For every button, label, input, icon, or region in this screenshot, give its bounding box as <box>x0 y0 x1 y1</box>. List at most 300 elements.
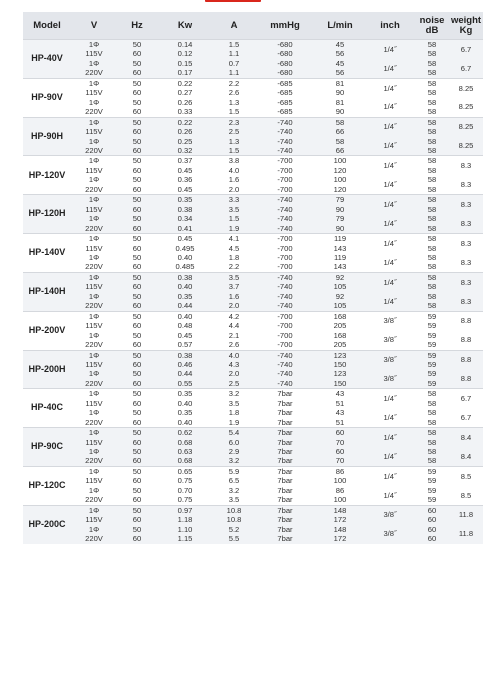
flow-cell: 123 <box>315 350 365 360</box>
vacuum-cell: -700 <box>255 166 315 175</box>
weight-cell: 8.3 <box>449 292 483 311</box>
col-header-power: Kw <box>157 12 213 40</box>
flow-cell: 90 <box>315 88 365 97</box>
vacuum-cell: -700 <box>255 244 315 253</box>
power-cell: 0.40 <box>157 311 213 321</box>
flow-cell: 205 <box>315 340 365 350</box>
noise-cell: 58 <box>415 137 449 146</box>
table-row <box>23 525 483 534</box>
voltage-cell: 220V <box>71 379 117 389</box>
current-cell: 2.6 <box>213 340 255 350</box>
inch-cell: 1/4˝ <box>365 98 415 117</box>
voltage-cell: 1Φ <box>71 369 117 378</box>
table-row <box>23 350 483 360</box>
vacuum-cell: -740 <box>255 301 315 311</box>
vacuum-cell: -740 <box>255 214 315 223</box>
power-cell: 0.57 <box>157 340 213 350</box>
vacuum-cell: 7bar <box>255 447 315 456</box>
frequency-cell: 50 <box>117 486 157 495</box>
voltage-cell: 115V <box>71 360 117 369</box>
frequency-cell: 60 <box>117 476 157 485</box>
col-header-voltage: V <box>71 12 117 40</box>
red-caption-fragment <box>205 0 265 4</box>
current-cell: 4.0 <box>213 166 255 175</box>
current-cell: 2.0 <box>213 185 255 195</box>
current-cell: 4.2 <box>213 311 255 321</box>
vacuum-cell: -740 <box>255 292 315 301</box>
flow-cell: 79 <box>315 214 365 223</box>
current-cell: 2.2 <box>213 262 255 272</box>
power-cell: 0.75 <box>157 495 213 505</box>
voltage-cell: 115V <box>71 321 117 330</box>
frequency-cell: 50 <box>117 156 157 166</box>
noise-cell: 58 <box>415 253 449 262</box>
frequency-cell: 60 <box>117 205 157 214</box>
noise-cell: 58 <box>415 456 449 466</box>
current-cell: 10.8 <box>213 505 255 515</box>
power-cell: 0.35 <box>157 292 213 301</box>
current-cell: 1.3 <box>213 137 255 146</box>
model-cell: HP-120V <box>23 156 71 195</box>
flow-cell: 56 <box>315 68 365 78</box>
current-cell: 5.9 <box>213 466 255 476</box>
col-header-current: A <box>213 12 255 40</box>
weight-cell: 11.8 <box>449 505 483 524</box>
current-cell: 2.0 <box>213 369 255 378</box>
weight-cell: 8.25 <box>449 117 483 136</box>
frequency-cell: 60 <box>117 340 157 350</box>
weight-cell: 8.3 <box>449 175 483 194</box>
inch-cell: 1/4˝ <box>365 78 415 97</box>
frequency-cell: 50 <box>117 525 157 534</box>
frequency-cell: 50 <box>117 369 157 378</box>
frequency-cell: 60 <box>117 224 157 234</box>
flow-cell: 100 <box>315 476 365 485</box>
frequency-cell: 50 <box>117 331 157 340</box>
noise-cell: 59 <box>415 369 449 378</box>
noise-cell: 58 <box>415 40 449 50</box>
model-cell: HP-140H <box>23 272 71 311</box>
voltage-cell: 1Φ <box>71 389 117 399</box>
power-cell: 0.25 <box>157 137 213 146</box>
table-row <box>23 78 483 88</box>
inch-cell: 1/4˝ <box>365 117 415 136</box>
power-cell: 0.40 <box>157 418 213 428</box>
inch-cell: 1/4˝ <box>365 466 415 485</box>
flow-cell: 148 <box>315 505 365 515</box>
noise-cell: 58 <box>415 78 449 88</box>
frequency-cell: 60 <box>117 534 157 543</box>
weight-cell: 8.25 <box>449 78 483 97</box>
vacuum-cell: 7bar <box>255 428 315 438</box>
frequency-cell: 60 <box>117 88 157 97</box>
voltage-cell: 220V <box>71 146 117 156</box>
current-cell: 1.9 <box>213 418 255 428</box>
frequency-cell: 60 <box>117 262 157 272</box>
table-row <box>23 214 483 223</box>
noise-cell: 58 <box>415 195 449 205</box>
voltage-cell: 220V <box>71 495 117 505</box>
noise-cell: 59 <box>415 495 449 505</box>
power-cell: 0.65 <box>157 466 213 476</box>
vacuum-cell: -740 <box>255 224 315 234</box>
frequency-cell: 60 <box>117 244 157 253</box>
frequency-cell: 60 <box>117 107 157 117</box>
voltage-cell: 115V <box>71 88 117 97</box>
flow-cell: 45 <box>315 40 365 50</box>
table-row <box>23 40 483 50</box>
power-cell: 0.75 <box>157 476 213 485</box>
vacuum-cell: -680 <box>255 59 315 68</box>
power-cell: 0.26 <box>157 98 213 107</box>
weight-cell: 11.8 <box>449 525 483 544</box>
power-cell: 0.44 <box>157 301 213 311</box>
flow-cell: 58 <box>315 117 365 127</box>
frequency-cell: 60 <box>117 166 157 175</box>
vacuum-cell: -685 <box>255 88 315 97</box>
noise-cell: 58 <box>415 205 449 214</box>
current-cell: 2.5 <box>213 379 255 389</box>
noise-cell: 58 <box>415 292 449 301</box>
vacuum-cell: -700 <box>255 331 315 340</box>
frequency-cell: 50 <box>117 234 157 244</box>
power-cell: 0.70 <box>157 486 213 495</box>
frequency-cell: 50 <box>117 137 157 146</box>
table-row <box>23 59 483 68</box>
current-cell: 3.2 <box>213 389 255 399</box>
power-cell: 1.15 <box>157 534 213 543</box>
noise-cell: 59 <box>415 486 449 495</box>
inch-cell: 1/4˝ <box>365 234 415 253</box>
noise-cell: 58 <box>415 262 449 272</box>
voltage-cell: 220V <box>71 224 117 234</box>
table-row <box>23 389 483 399</box>
current-cell: 4.4 <box>213 321 255 330</box>
voltage-cell: 115V <box>71 49 117 58</box>
frequency-cell: 60 <box>117 379 157 389</box>
flow-cell: 43 <box>315 408 365 417</box>
voltage-cell: 1Φ <box>71 253 117 262</box>
current-cell: 2.2 <box>213 78 255 88</box>
table-row <box>23 272 483 282</box>
current-cell: 1.5 <box>213 107 255 117</box>
voltage-cell: 220V <box>71 340 117 350</box>
table-row <box>23 311 483 321</box>
col-header-flow: L/min <box>315 12 365 40</box>
inch-cell: 1/4˝ <box>365 428 415 447</box>
weight-cell: 8.8 <box>449 311 483 330</box>
noise-cell: 58 <box>415 117 449 127</box>
vacuum-cell: -740 <box>255 379 315 389</box>
table-row <box>23 505 483 515</box>
current-cell: 3.3 <box>213 195 255 205</box>
table-row <box>23 428 483 438</box>
vacuum-cell: 7bar <box>255 486 315 495</box>
noise-cell: 59 <box>415 311 449 321</box>
noise-cell: 60 <box>415 515 449 524</box>
weight-cell: 8.3 <box>449 234 483 253</box>
vacuum-cell: -700 <box>255 253 315 262</box>
weight-cell: 6.7 <box>449 389 483 408</box>
model-cell: HP-200H <box>23 350 71 389</box>
inch-cell: 3/8˝ <box>365 525 415 544</box>
current-cell: 0.7 <box>213 59 255 68</box>
power-cell: 0.17 <box>157 68 213 78</box>
flow-cell: 148 <box>315 525 365 534</box>
vacuum-cell: -700 <box>255 234 315 244</box>
voltage-cell: 1Φ <box>71 59 117 68</box>
power-cell: 0.45 <box>157 331 213 340</box>
frequency-cell: 50 <box>117 175 157 184</box>
table-row <box>23 253 483 262</box>
noise-cell: 58 <box>415 98 449 107</box>
power-cell: 0.45 <box>157 234 213 244</box>
current-cell: 3.8 <box>213 156 255 166</box>
inch-cell: 1/4˝ <box>365 408 415 427</box>
flow-cell: 86 <box>315 486 365 495</box>
noise-cell: 58 <box>415 399 449 408</box>
inch-cell: 3/8˝ <box>365 311 415 330</box>
noise-cell: 59 <box>415 379 449 389</box>
power-cell: 0.44 <box>157 369 213 378</box>
flow-cell: 51 <box>315 399 365 408</box>
frequency-cell: 50 <box>117 292 157 301</box>
voltage-cell: 1Φ <box>71 350 117 360</box>
flow-cell: 58 <box>315 137 365 146</box>
power-cell: 0.48 <box>157 321 213 330</box>
flow-cell: 150 <box>315 379 365 389</box>
voltage-cell: 1Φ <box>71 447 117 456</box>
vacuum-cell: -700 <box>255 311 315 321</box>
vacuum-cell: -700 <box>255 321 315 330</box>
flow-cell: 120 <box>315 166 365 175</box>
power-cell: 0.38 <box>157 205 213 214</box>
weight-cell: 8.25 <box>449 137 483 156</box>
current-cell: 2.3 <box>213 117 255 127</box>
current-cell: 3.5 <box>213 495 255 505</box>
model-cell: HP-200V <box>23 311 71 350</box>
frequency-cell: 60 <box>117 301 157 311</box>
flow-cell: 205 <box>315 321 365 330</box>
current-cell: 1.6 <box>213 175 255 184</box>
power-cell: 0.35 <box>157 408 213 417</box>
frequency-cell: 60 <box>117 515 157 524</box>
flow-cell: 86 <box>315 466 365 476</box>
voltage-cell: 220V <box>71 262 117 272</box>
noise-cell: 58 <box>415 438 449 447</box>
noise-cell: 59 <box>415 340 449 350</box>
inch-cell: 1/4˝ <box>365 253 415 272</box>
current-cell: 1.1 <box>213 49 255 58</box>
inch-cell: 1/4˝ <box>365 486 415 505</box>
flow-cell: 105 <box>315 301 365 311</box>
vacuum-cell: 7bar <box>255 505 315 515</box>
frequency-cell: 50 <box>117 408 157 417</box>
voltage-cell: 1Φ <box>71 505 117 515</box>
vacuum-cell: -740 <box>255 272 315 282</box>
flow-cell: 81 <box>315 98 365 107</box>
voltage-cell: 115V <box>71 127 117 136</box>
model-cell: HP-120H <box>23 195 71 234</box>
voltage-cell: 115V <box>71 438 117 447</box>
current-cell: 3.5 <box>213 399 255 408</box>
vacuum-cell: 7bar <box>255 399 315 408</box>
voltage-cell: 1Φ <box>71 486 117 495</box>
vacuum-cell: -700 <box>255 340 315 350</box>
frequency-cell: 60 <box>117 49 157 58</box>
model-cell: HP-200C <box>23 505 71 543</box>
noise-cell: 59 <box>415 350 449 360</box>
voltage-cell: 1Φ <box>71 234 117 244</box>
voltage-cell: 220V <box>71 418 117 428</box>
noise-cell: 60 <box>415 534 449 543</box>
vacuum-cell: 7bar <box>255 456 315 466</box>
current-cell: 3.7 <box>213 282 255 291</box>
power-cell: 0.63 <box>157 447 213 456</box>
current-cell: 3.5 <box>213 205 255 214</box>
power-cell: 0.40 <box>157 282 213 291</box>
top-strip <box>0 0 488 12</box>
vacuum-cell: 7bar <box>255 389 315 399</box>
frequency-cell: 50 <box>117 195 157 205</box>
noise-cell: 58 <box>415 59 449 68</box>
flow-cell: 90 <box>315 205 365 214</box>
frequency-cell: 60 <box>117 146 157 156</box>
vacuum-cell: -740 <box>255 282 315 291</box>
vacuum-cell: 7bar <box>255 418 315 428</box>
noise-cell: 58 <box>415 447 449 456</box>
power-cell: 0.32 <box>157 146 213 156</box>
model-cell: HP-90C <box>23 428 71 467</box>
frequency-cell: 50 <box>117 447 157 456</box>
noise-cell: 58 <box>415 272 449 282</box>
frequency-cell: 50 <box>117 389 157 399</box>
model-cell: HP-40C <box>23 389 71 428</box>
power-cell: 0.68 <box>157 456 213 466</box>
frequency-cell: 50 <box>117 505 157 515</box>
frequency-cell: 60 <box>117 495 157 505</box>
flow-cell: 172 <box>315 534 365 543</box>
vacuum-cell: -740 <box>255 146 315 156</box>
power-cell: 0.22 <box>157 117 213 127</box>
inch-cell: 1/4˝ <box>365 40 415 59</box>
noise-cell: 58 <box>415 301 449 311</box>
vacuum-cell: -680 <box>255 40 315 50</box>
frequency-cell: 50 <box>117 466 157 476</box>
current-cell: 5.4 <box>213 428 255 438</box>
weight-cell: 8.5 <box>449 466 483 485</box>
power-cell: 0.45 <box>157 166 213 175</box>
vacuum-cell: -740 <box>255 360 315 369</box>
model-cell: HP-90H <box>23 117 71 156</box>
power-cell: 0.37 <box>157 156 213 166</box>
noise-cell: 58 <box>415 234 449 244</box>
frequency-cell: 60 <box>117 418 157 428</box>
noise-cell: 58 <box>415 185 449 195</box>
frequency-cell: 50 <box>117 98 157 107</box>
flow-cell: 120 <box>315 185 365 195</box>
col-header-vacuum: mmHg <box>255 12 315 40</box>
noise-cell: 58 <box>415 214 449 223</box>
inch-cell: 3/8˝ <box>365 369 415 388</box>
table-row <box>23 447 483 456</box>
table-row <box>23 175 483 184</box>
voltage-cell: 115V <box>71 244 117 253</box>
frequency-cell: 60 <box>117 456 157 466</box>
noise-cell: 58 <box>415 282 449 291</box>
weight-cell: 8.4 <box>449 447 483 466</box>
voltage-cell: 115V <box>71 205 117 214</box>
power-cell: 0.68 <box>157 438 213 447</box>
vacuum-cell: -700 <box>255 175 315 184</box>
voltage-cell: 1Φ <box>71 78 117 88</box>
flow-cell: 51 <box>315 418 365 428</box>
frequency-cell: 50 <box>117 253 157 262</box>
voltage-cell: 220V <box>71 185 117 195</box>
vacuum-cell: -700 <box>255 185 315 195</box>
flow-cell: 70 <box>315 456 365 466</box>
power-cell: 0.27 <box>157 88 213 97</box>
frequency-cell: 50 <box>117 272 157 282</box>
current-cell: 3.2 <box>213 486 255 495</box>
voltage-cell: 115V <box>71 282 117 291</box>
flow-cell: 119 <box>315 234 365 244</box>
noise-cell: 60 <box>415 525 449 534</box>
vacuum-cell: -740 <box>255 137 315 146</box>
table-row <box>23 369 483 378</box>
vacuum-cell: 7bar <box>255 525 315 534</box>
vacuum-cell: -680 <box>255 49 315 58</box>
voltage-cell: 1Φ <box>71 117 117 127</box>
current-cell: 10.8 <box>213 515 255 524</box>
voltage-cell: 1Φ <box>71 156 117 166</box>
noise-cell: 58 <box>415 428 449 438</box>
noise-cell: 58 <box>415 408 449 417</box>
table-row <box>23 331 483 340</box>
vacuum-cell: 7bar <box>255 534 315 543</box>
frequency-cell: 60 <box>117 438 157 447</box>
power-cell: 0.45 <box>157 185 213 195</box>
power-cell: 0.38 <box>157 350 213 360</box>
inch-cell: 3/8˝ <box>365 350 415 369</box>
flow-cell: 79 <box>315 195 365 205</box>
vacuum-cell: -685 <box>255 98 315 107</box>
frequency-cell: 50 <box>117 350 157 360</box>
current-cell: 6.5 <box>213 476 255 485</box>
model-cell: HP-120C <box>23 466 71 505</box>
weight-cell: 8.3 <box>449 214 483 233</box>
frequency-cell: 60 <box>117 68 157 78</box>
power-cell: 0.34 <box>157 214 213 223</box>
voltage-cell: 1Φ <box>71 195 117 205</box>
power-cell: 1.10 <box>157 525 213 534</box>
current-cell: 4.1 <box>213 234 255 244</box>
voltage-cell: 220V <box>71 456 117 466</box>
current-cell: 1.8 <box>213 408 255 417</box>
voltage-cell: 1Φ <box>71 214 117 223</box>
frequency-cell: 50 <box>117 311 157 321</box>
header-row <box>23 12 483 40</box>
current-cell: 5.5 <box>213 534 255 543</box>
power-cell: 0.97 <box>157 505 213 515</box>
col-header-model: Model <box>23 12 71 40</box>
weight-cell: 8.3 <box>449 156 483 175</box>
current-cell: 2.0 <box>213 301 255 311</box>
flow-cell: 90 <box>315 224 365 234</box>
noise-cell: 59 <box>415 321 449 330</box>
inch-cell: 1/4˝ <box>365 272 415 291</box>
voltage-cell: 115V <box>71 515 117 524</box>
